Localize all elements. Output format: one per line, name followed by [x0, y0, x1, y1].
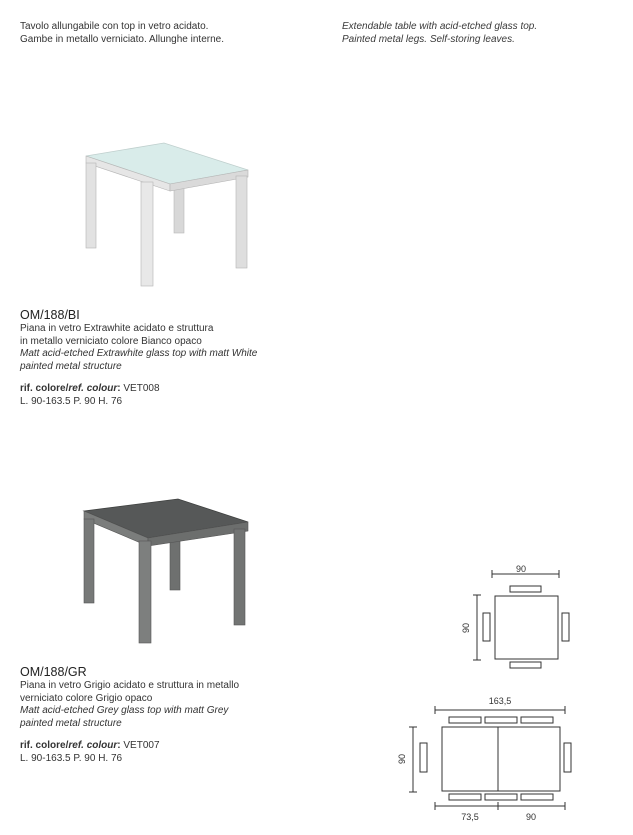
depth-label: 90 [461, 622, 471, 634]
table-leg [86, 163, 96, 248]
square-plan-diagram [455, 560, 580, 675]
intro-it-line1: Tavolo allungabile con top in vetro acidato. [20, 21, 209, 32]
chair [485, 794, 517, 800]
chair [449, 794, 481, 800]
ref-label-it: rif. colore/ [20, 740, 69, 751]
product-2-code: OM/188/GR [20, 665, 87, 679]
ref-label-it: rif. colore/ [20, 383, 69, 394]
chair [483, 613, 490, 641]
table-leg [170, 540, 180, 590]
chair [521, 794, 553, 800]
product-2-ref: rif. colore/ref. colour: VET007 [20, 740, 160, 751]
product-1-desc-it-2: in metallo verniciato colore Bianco opaco [20, 335, 202, 347]
table-leg [234, 529, 245, 625]
chair [510, 662, 541, 668]
table-leg [139, 541, 151, 643]
table-leg [236, 176, 247, 268]
chair [449, 717, 481, 723]
table-leg [141, 182, 153, 286]
chair [562, 613, 569, 641]
chair [510, 586, 541, 592]
intro-english [342, 21, 622, 46]
part1-label: 73,5 [461, 812, 479, 822]
product-2-desc-it-2: verniciato colore Grigio opaco [20, 692, 153, 704]
chair [485, 717, 517, 723]
product-1-desc-en-1: Matt acid-etched Extrawhite glass top with matt White [20, 348, 258, 359]
table-leg [84, 519, 94, 603]
depth-label: 90 [397, 753, 407, 765]
intro-italian [20, 21, 310, 46]
product-1-desc-it-1: Piana in vetro Extrawhite acidato e struttura [20, 323, 214, 334]
product-1-ref: rif. colore/ref. colour: VET008 [20, 383, 160, 394]
intro-en-line1: Extendable table with acid-etched glass top. [342, 21, 538, 32]
ref-label-en: ref. colour [68, 740, 118, 751]
product-2-desc-en-2: painted metal structure [20, 717, 122, 729]
intro-en-line2: Painted metal legs. Self-storing leaves. [342, 33, 515, 45]
product-2-desc-en-1: Matt acid-etched Grey glass top with matt Grey [20, 705, 229, 716]
product-2-desc-it-1: Piana in vetro Grigio acidato e struttura in metallo [20, 680, 239, 691]
grey-table-image [78, 495, 258, 645]
ref-code: VET008 [123, 383, 160, 394]
product-1-desc-en-2: painted metal structure [20, 360, 122, 372]
table-outline [495, 596, 558, 659]
length-label: 163,5 [488, 696, 512, 706]
ref-code: VET007 [123, 740, 160, 751]
width-label: 90 [515, 564, 527, 574]
intro-it-line2: Gambe in metallo verniciato. Allunghe interne. [20, 33, 225, 45]
chair [420, 743, 427, 772]
product-1-block [20, 308, 320, 408]
table-outline [442, 727, 560, 791]
chair [564, 743, 571, 772]
chair [521, 717, 553, 723]
extended-plan-diagram [395, 693, 585, 828]
product-1-code: OM/188/BI [20, 308, 80, 322]
white-table-image [78, 140, 258, 290]
part2-label: 90 [525, 812, 537, 822]
product-1-dims: L. 90-163.5 P. 90 H. 76 [20, 395, 123, 407]
table-leg [174, 185, 184, 233]
product-2-dims: L. 90-163.5 P. 90 H. 76 [20, 752, 123, 764]
product-2-block [20, 665, 320, 765]
ref-label-en: ref. colour [68, 383, 118, 394]
